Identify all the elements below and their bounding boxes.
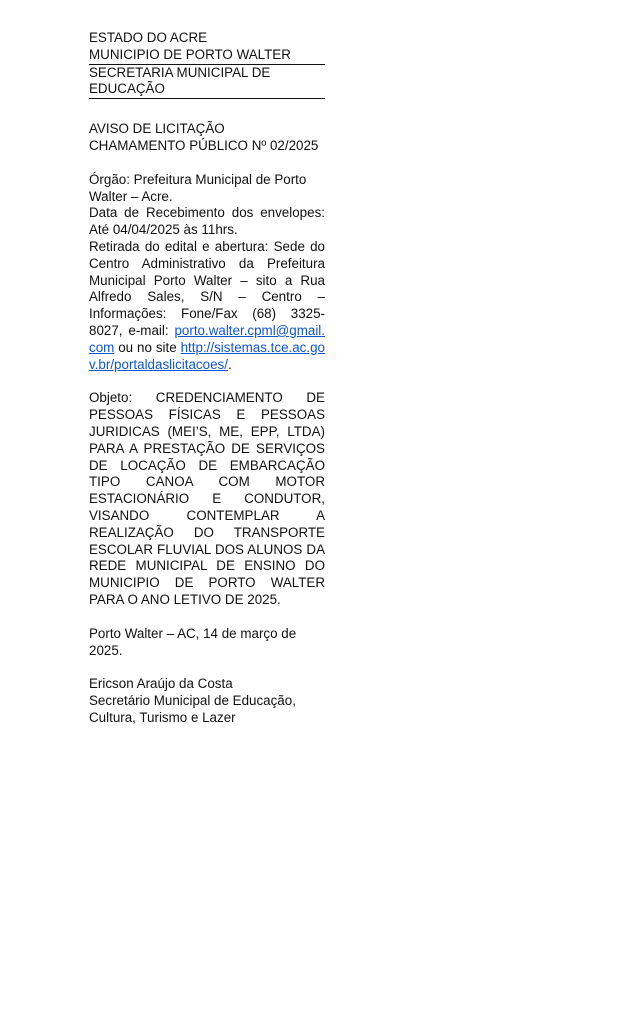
document-page <box>89 30 325 727</box>
end-period: . <box>227 356 232 372</box>
pickup-paragraph <box>89 239 325 373</box>
receipt-text: Data de Recebimento dos envelopes: Até 04/04/2025 às 11hrs. <box>89 205 325 238</box>
site-link[interactable]: http://sistemas.tce.ac.gov.br/portaldaslicitacoes/ <box>89 339 325 372</box>
notice-title: AVISO DE LICITAÇÃO <box>89 121 225 137</box>
signer-name: Ericson Araújo da Costa <box>89 676 233 692</box>
email-link[interactable]: porto.walter.cpml@gmail.com <box>89 322 325 355</box>
spacer <box>89 99 325 121</box>
signature-block <box>89 676 325 726</box>
spacer <box>89 155 325 172</box>
place-date: Porto Walter – AC, 14 de março de 2025. <box>89 625 297 658</box>
signer-role: Secretário Municipal de Educação, Cultura, Turismo e Lazer <box>89 693 296 725</box>
spacer <box>89 609 325 626</box>
site-intro-text: ou no site <box>118 339 177 355</box>
header-secretariat-line2: EDUCAÇÃO <box>89 81 325 99</box>
header-municipality: MUNICIPIO DE PORTO WALTER <box>89 47 325 65</box>
details-block <box>89 172 325 374</box>
spacer <box>89 659 325 676</box>
header-state: ESTADO DO ACRE <box>89 30 208 45</box>
organ-text: Órgão: Prefeitura Municipal de Porto Walter – Acre. <box>89 171 307 204</box>
notice-subtitle: CHAMAMENTO PÚBLICO Nº 02/2025 <box>89 137 319 153</box>
header-secretariat-line1: SECRETARIA MUNICIPAL DE <box>89 64 271 80</box>
header-block <box>89 30 325 99</box>
notice-heading <box>89 121 325 155</box>
pickup-text: Retirada do edital e abertura: Sede do Centro Administrativo da Prefeitura Municipal Porto Walter – sito a Rua Alfredo Sales, S/N – Centro – Informações: Fone/Fax (68) 3325-8027, e-mail: <box>89 238 325 338</box>
spacer <box>89 373 325 390</box>
object-paragraph: Objeto: CREDENCIAMENTO DE PESSOAS FÍSICAS E PESSOAS JURIDICAS (MEI’S, ME, EPP, LTDA) PARA A PRESTAÇÃO DE SERVIÇOS DE LOCAÇÃO DE EMBARCAÇÃO TIPO CANOA COM MOTOR ESTACIONÁRIO E CONDUTOR, VISANDO CONTEMPLAR A REALIZAÇÃO DO TRANSPORTE ESCOLAR FLUVIAL DOS ALUNOS DA REDE MUNICIPAL DE ENSINO DO MUNICIPIO DE PORTO WALTER PARA O ANO LETIVO DE 2025. <box>89 390 325 607</box>
